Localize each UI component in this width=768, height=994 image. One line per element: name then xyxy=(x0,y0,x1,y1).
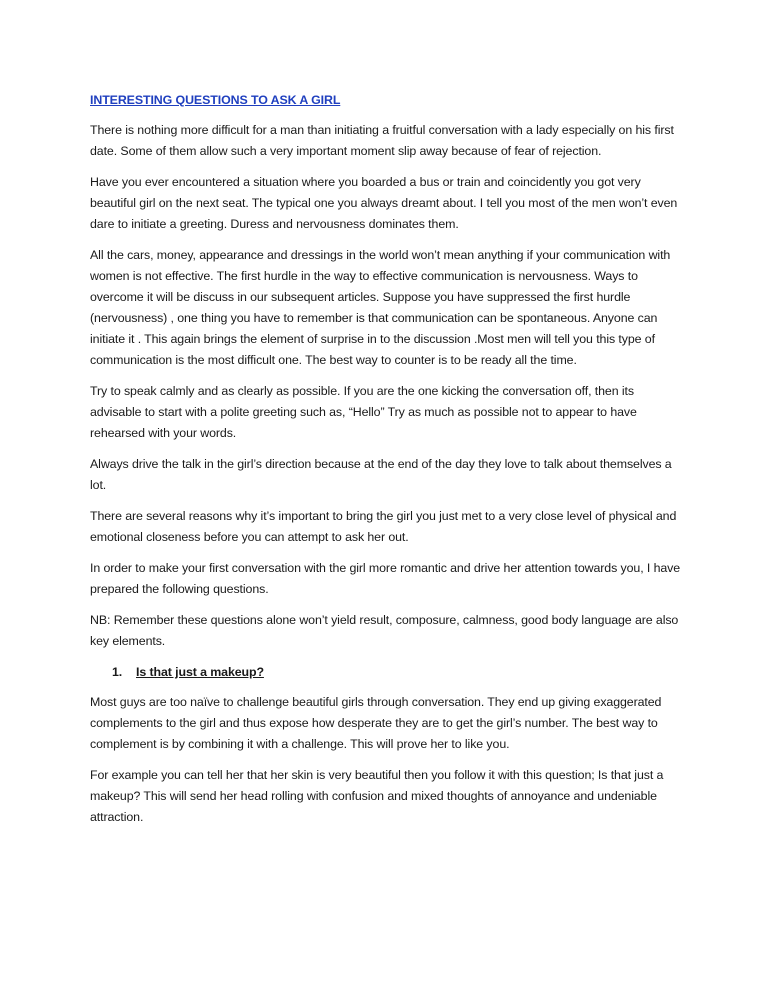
paragraph-1: There is nothing more difficult for a man than initiating a fruitful conversation with a lady especially on his first date. Some of them allow such a very important moment slip away because of fear of rejection. xyxy=(90,123,674,158)
document-title: INTERESTING QUESTIONS TO ASK A GIRL xyxy=(90,93,341,107)
paragraph-8: NB: Remember these questions alone won’t yield result, composure, calmness, good body language are also key elements. xyxy=(90,613,679,648)
paragraph-2: Have you ever encountered a situation where you boarded a bus or train and coincidently you got very beautiful girl on the next seat. The typical one you always dreamt about. I tell you most of the men won’t even dare to initiate a greeting. Duress and nervousness dominates them. xyxy=(90,175,678,231)
paragraph-5: Always drive the talk in the girl’s direction because at the end of the day they love to talk about themselves a lot. xyxy=(90,457,672,492)
question-heading: Is that just a makeup? xyxy=(136,665,264,679)
document-body xyxy=(90,90,682,838)
numbered-question-1 xyxy=(90,662,682,683)
paragraph-7: In order to make your first conversation with the girl more romantic and drive her attention towards you, I have prepared the following questions. xyxy=(90,561,681,596)
paragraph-3: All the cars, money, appearance and dressings in the world won’t mean anything if your communication with women is not effective. The first hurdle in the way to effective communication is nervousness. Ways to overcome it will be discuss in our subsequent articles. Suppose you have suppressed the first hurdle (nervousness) , one thing you have to remember is that communication can be spontaneous. Anyone can initiate it . This again brings the element of surprise in to the discussion .Most men will tell you this type of communication is the most difficult one. The best way to counter is to be ready all the time. xyxy=(90,248,671,367)
list-number: 1. xyxy=(112,665,123,679)
paragraph-10: For example you can tell her that her skin is very beautiful then you follow it with this question; Is that just a makeup? This will send her head rolling with confusion and mixed thoughts of annoyance and undeniable attraction. xyxy=(90,768,664,824)
paragraph-6: There are several reasons why it’s important to bring the girl you just met to a very close level of physical and emotional closeness before you can attempt to ask her out. xyxy=(90,509,677,544)
paragraph-9: Most guys are too naïve to challenge beautiful girls through conversation. They end up giving exaggerated complements to the girl and thus expose how desperate they are to get the girl’s number. The best way to complement is by combining it with a challenge. This will prove her to like you. xyxy=(90,695,662,751)
paragraph-4: Try to speak calmly and as clearly as possible. If you are the one kicking the conversation off, then its advisable to start with a polite greeting such as, “Hello” Try as much as possible not to appear to have rehearsed with your words. xyxy=(90,384,637,440)
